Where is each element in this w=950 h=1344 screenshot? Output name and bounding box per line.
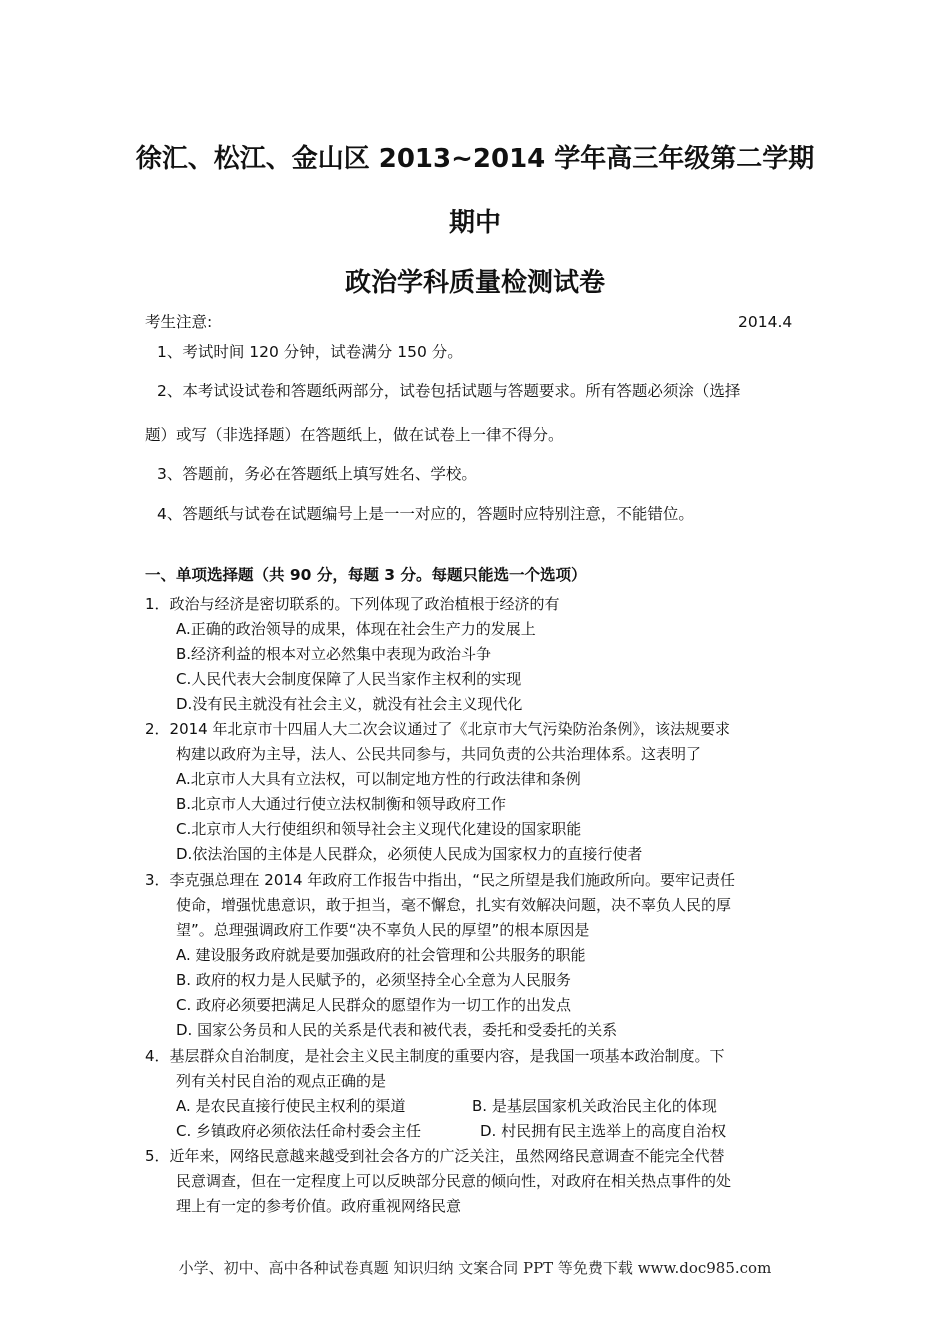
q4-option-b: B. 是基层国家机关政治民主化的体现	[472, 1097, 717, 1115]
q4-stem-1: 4．基层群众自治制度，是社会主义民主制度的重要内容，是我国一项基本政治制度。下	[145, 1047, 725, 1065]
q5-stem-1: 5．近年来，网络民意越来越受到社会各方的广泛关注，虽然网络民意调查不能完全代替	[145, 1147, 725, 1165]
q2-stem-2: 构建以政府为主导，法人、公民共同参与，共同负责的公共治理体系。这表明了	[176, 745, 702, 763]
q2-option-a: A.北京市人大具有立法权，可以制定地方性的行政法律和条例	[176, 770, 581, 788]
q3-option-a: A. 建设服务政府就是要加强政府的社会管理和公共服务的职能	[176, 946, 586, 964]
q3-option-d: D. 国家公务员和人民的关系是代表和被代表，委托和受委托的关系	[176, 1021, 618, 1039]
exam-date: 2014.4	[738, 313, 793, 331]
notice-item-1: 1、考试时间 120 分钟，试卷满分 150 分。	[157, 343, 463, 361]
q3-stem-2: 使命，增强忧患意识，敢于担当，毫不懈怠，扎实有效解决问题，决不辜负人民的厚	[176, 896, 732, 914]
page-footer: 小学、初中、高中各种试卷真题 知识归纳 文案合同 PPT 等免费下载 www.doc985.com	[178, 1259, 772, 1277]
q2-option-c: C.北京市人大行使组织和领导社会主义现代化建设的国家职能	[176, 820, 582, 838]
exam-title-line1: 徐汇、松江、金山区 2013~2014 学年高三年级第二学期	[135, 144, 815, 174]
q5-stem-3: 理上有一定的参考价值。政府重视网络民意	[176, 1197, 462, 1215]
q1-option-b: B.经济利益的根本对立必然集中表现为政治斗争	[176, 645, 492, 663]
q4-option-c: C. 乡镇政府必须依法任命村委会主任	[176, 1122, 422, 1140]
notice-item-2-cont: 题）或写（非选择题）在答题纸上，做在试卷上一律不得分。	[145, 426, 564, 444]
q3-option-b: B. 政府的权力是人民赋予的，必须坚持全心全意为人民服务	[176, 971, 571, 989]
exam-subtitle: 政治学科质量检测试卷	[344, 268, 605, 298]
q3-stem-1: 3．李克强总理在 2014 年政府工作报告中指出，“民之所望是我们施政所向。要牢记责任	[145, 871, 736, 889]
q3-stem-3: 望”。总理强调政府工作要“决不辜负人民的厚望”的根本原因是	[176, 921, 590, 939]
notice-item-4: 4、答题纸与试卷在试题编号上是一一对应的，答题时应特别注意，不能错位。	[157, 505, 694, 523]
notice-item-3: 3、答题前，务必在答题纸上填写姓名、学校。	[157, 465, 477, 483]
q3-option-c: C. 政府必须要把满足人民群众的愿望作为一切工作的出发点	[176, 996, 572, 1014]
q5-stem-2: 民意调查，但在一定程度上可以反映部分民意的倾向性，对政府在相关热点事件的处	[176, 1172, 732, 1190]
q2-option-b: B.北京市人大通过行使立法权制衡和领导政府工作	[176, 795, 507, 813]
q1-stem: 1．政治与经济是密切联系的。下列体现了政治植根于经济的有	[145, 595, 560, 613]
q1-option-a: A.正确的政治领导的成果，体现在社会生产力的发展上	[176, 620, 536, 638]
q4-option-a: A. 是农民直接行使民主权利的渠道	[176, 1097, 406, 1115]
q1-option-d: D.没有民主就没有社会主义，就没有社会主义现代化	[176, 695, 523, 713]
q2-stem-1: 2．2014 年北京市十四届人大二次会议通过了《北京市大气污染防治条例》，该法规要求	[145, 720, 730, 738]
section-heading: 一、单项选择题（共 90 分，每题 3 分。每题只能选一个选项）	[145, 566, 587, 584]
q4-stem-2: 列有关村民自治的观点正确的是	[176, 1072, 387, 1090]
exam-title-line2: 期中	[448, 208, 501, 238]
q1-option-c: C.人民代表大会制度保障了人民当家作主权利的实现	[176, 670, 522, 688]
q2-option-d: D.依法治国的主体是人民群众，必须使人民成为国家权力的直接行使者	[176, 845, 643, 863]
notice-label: 考生注意:	[145, 313, 213, 331]
notice-item-2: 2、本考试设试卷和答题纸两部分，试卷包括试题与答题要求。所有答题必须涂（选择	[157, 382, 741, 400]
q4-option-d: D. 村民拥有民主选举上的高度自治权	[480, 1122, 727, 1140]
